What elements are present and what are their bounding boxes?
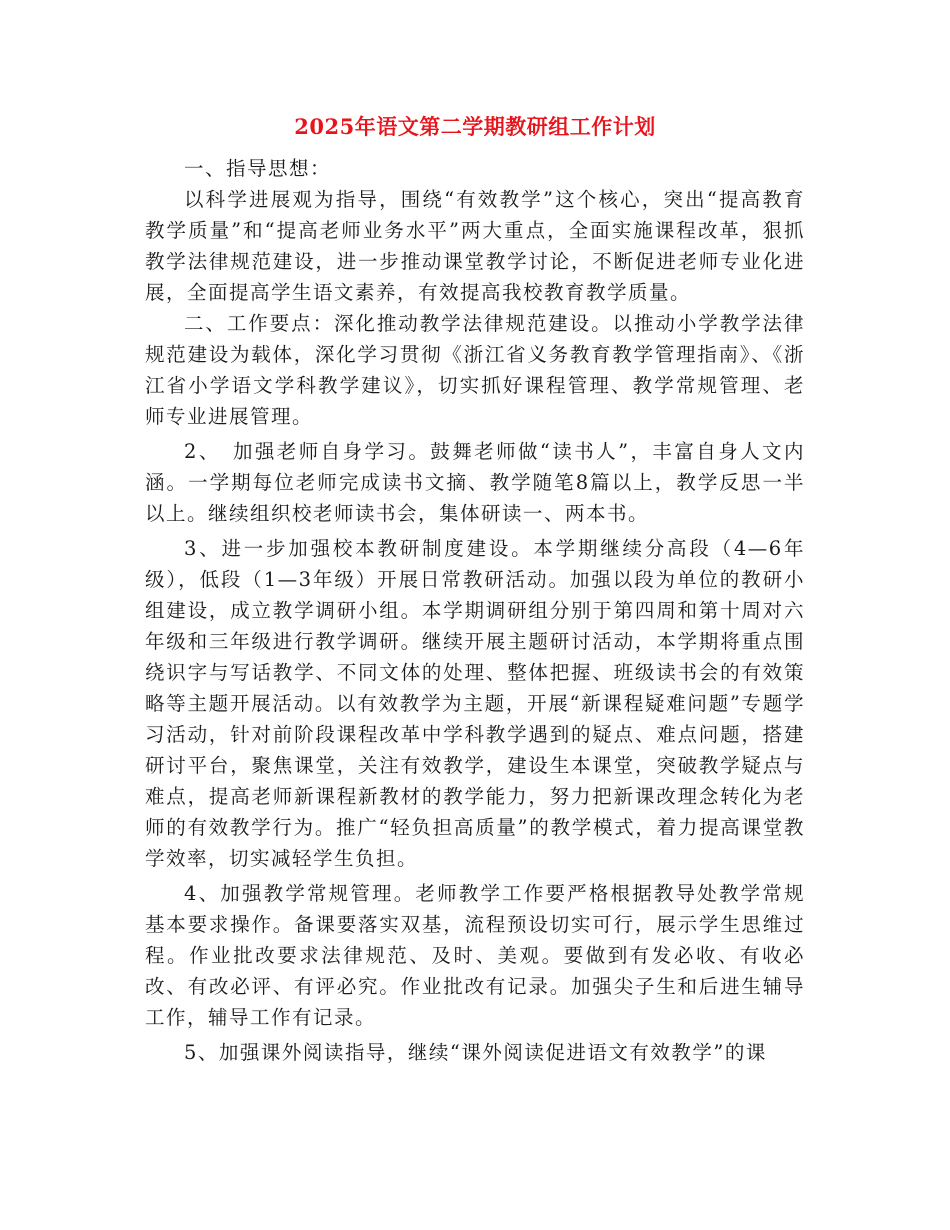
paragraph-work-points: 二、工作要点：深化推动教学法律规范建设。以推动小学教学法律规范建设为载体，深化学习贯彻《浙江省义务教育教学管理指南》、《浙江省小学语文学科教学建议》，切实抓好课程管理、教学常规管理、老师专业进展管理。 <box>145 312 805 428</box>
document-title: 2025年语文第二学期教研组工作计划 <box>294 114 656 139</box>
paragraph-item-5: 5、加强课外阅读指导，继续“课外阅读促进语文有效教学”的课 <box>184 1041 767 1064</box>
paragraph-item-3: 3、进一步加强校本教研制度建设。本学期继续分高段（4—6年级），低段（1—3年级）开展日常教研活动。加强以段为单位的教研小组建设，成立教学调研小组。本学期调研组分别于第四周和第十周对六年级和三年级进行教学调研。继续开展主题研讨活动，本学期将重点围绕识字与写话教学、不同文体的处理、整体把握、班级读书会的有效策略等主题开展活动。以有效教学为主题，开展“新课程疑难问题”专题学习活动，针对前阶段课程改革中学科教学遇到的疑点、难点问题，搭建研讨平台，聚焦课堂，关注有效教学，建设生本课堂，突破教学疑点与难点，提高老师新课程新教材的教学能力，努力把新课改理念转化为老师的有效教学行为。推广“轻负担高质量”的教学模式，着力提高课堂教学效率，切实减轻学生负担。 <box>145 537 805 870</box>
section-heading-guiding-thought: 一、指导思想： <box>184 157 332 180</box>
paragraph-guiding-thought: 以科学进展观为指导，围绕“有效教学”这个核心，突出“提高教育教学质量”和“提高老师业务水平”两大重点，全面实施课程改革，狠抓教学法律规范建设，进一步推动课堂教学讨论，不断促进老师专业化进展，全面提高学生语文素养，有效提高我校教育教学质量。 <box>145 188 805 304</box>
paragraph-item-2: 2、 加强老师自身学习。鼓舞老师做“读书人”，丰富自身人文内涵。一学期每位老师完成读书文摘、教学随笔8篇以上，教学反思一半以上。继续组织校老师读书会，集体研读一、两本书。 <box>145 440 805 525</box>
document-body <box>145 153 805 1068</box>
paragraph-item-4: 4、加强教学常规管理。老师教学工作要严格根据教导处教学常规基本要求操作。备课要落实双基，流程预设切实可行，展示学生思维过程。作业批改要求法律规范、及时、美观。要做到有发必收、有收必改、有改必评、有评必究。作业批改有记录。加强尖子生和后进生辅导工作，辅导工作有记录。 <box>145 882 805 1029</box>
